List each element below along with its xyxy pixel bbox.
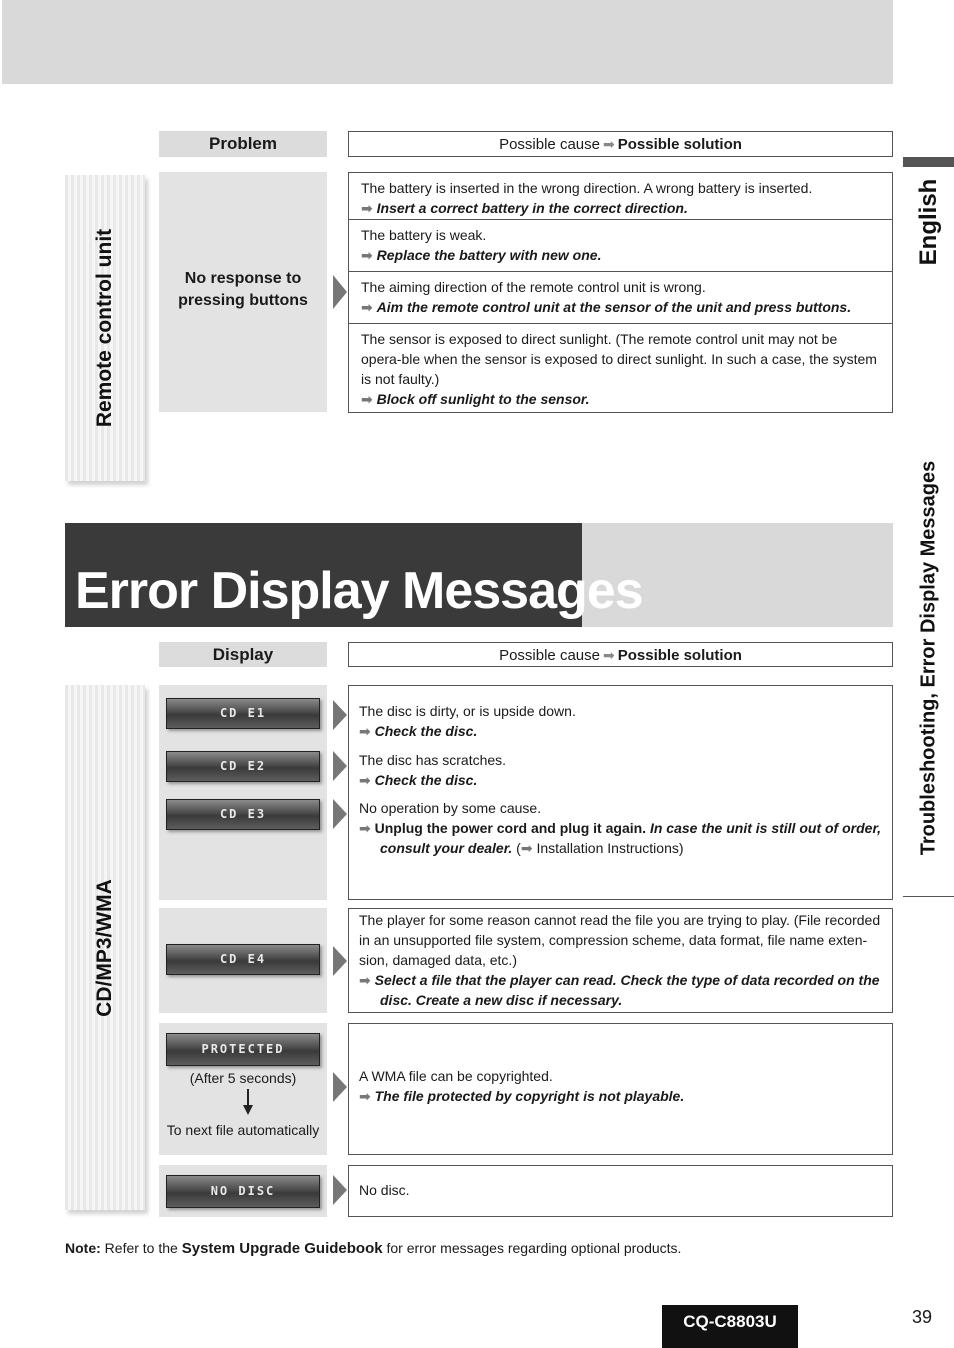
right-arrow-icon: ➡ [520,840,533,856]
solution-text: Replace the battery with new one. [376,247,602,263]
solution-text: Unplug the power cord and plug it again. [374,820,647,836]
problem-cell [159,172,327,412]
lcd-label: PROTECTED [201,1042,285,1056]
header-cause-label: Possible cause [499,136,600,153]
right-arrow-icon: ➡ [361,299,373,315]
down-arrowhead-icon [243,1105,253,1115]
note-label: Note: [65,1240,101,1256]
note-guidebook-text: System Upgrade Guidebook [181,1240,383,1257]
section-tab-remote-label: Remote control unit [93,228,116,428]
header-cause-solution-2 [348,642,893,667]
pointer-arrow-icon [333,946,347,976]
note-pre-text: Refer to the [104,1240,178,1256]
header-solution-label: Possible solution [617,136,742,153]
right-arrow-icon: ➡ [359,972,371,988]
pointer-arrow-icon [333,1072,347,1102]
cause-text: No operation by some cause. [359,800,542,816]
cause-text: The disc is dirty, or is upside down. [359,703,576,719]
remote-solutions-box [348,172,893,413]
cause-text: The sensor is exposed to direct sunlight. (The remote control unit may not be opera-ble when the sensor is exposed to direct sunlight. In such a case, the system is not faulty.) [361,331,877,387]
display-cell-group3 [159,1023,327,1155]
problem-line-1: No response to [184,270,302,287]
header-solution-label: Possible solution [617,647,742,664]
solution-text: Check the disc. [374,723,478,739]
right-arrow-icon: ➡ [359,820,371,836]
cause-text: The battery is inserted in the wrong direction. A wrong battery is inserted. [361,180,813,196]
problem-line-2: pressing buttons [178,292,308,309]
solution-text: Aim the remote control unit at the sensor of the unit and press buttons. [376,299,852,315]
lcd-display-e3 [166,799,320,830]
display-cell-group2 [159,908,327,1013]
model-badge [662,1305,798,1348]
group3-solutions-box [348,1023,893,1155]
sidebar-language-tab [903,157,954,167]
top-band [2,0,893,84]
lcd-display-e1 [166,698,320,729]
header-cause-label: Possible cause [499,647,600,664]
pointer-arrow-icon [333,700,347,730]
list-item: No operation by some cause. ➡ Unplug the power cord and plug it again. In case the unit is still out of order, consult your dealer. (➡ Installation Instructions) [359,800,882,856]
page-title: Error Display Messages [75,562,643,620]
list-item [349,173,892,220]
sidebar-language [903,167,954,277]
sidebar-section-label: Troubleshooting, Error Display Messages [917,460,939,855]
list-item [359,701,882,750]
lcd-label: CD E4 [219,952,267,966]
lcd-display-protected [166,1033,320,1066]
header-problem [159,131,327,157]
solution-text: The file protected by copyright is not playable. [374,1088,685,1104]
pointer-arrow-icon [333,275,347,309]
group2-solutions-box [348,908,893,1013]
model-label: CQ-C8803U [683,1312,777,1331]
header-display-label: Display [212,645,274,664]
lcd-label: CD E2 [219,759,267,773]
sidebar-section [903,420,954,895]
solution-text: Check the disc. [374,772,478,788]
lcd-label: NO DISC [210,1184,276,1198]
solution-text: Insert a correct battery in the correct direction. [376,200,688,216]
footer-note [65,1240,681,1257]
sidebar-divider [903,896,954,897]
reference-text: Installation Instructions [536,840,679,856]
section-tab-cd-label: CD/MP3/WMA [93,878,116,1017]
cause-text: The player for some reason cannot read the file you are trying to play. (File recorded in an unsupported file system, compression scheme, data format, file name exten-sion, damaged data, etc.) [359,912,881,968]
header-display [159,642,327,667]
group4-solutions-box [348,1165,893,1217]
lcd-label: CD E1 [219,706,267,720]
right-arrow-icon: ➡ [359,1088,371,1104]
title-block [65,523,643,627]
pointer-arrow-icon [333,751,347,781]
right-arrow-icon: ➡ [361,200,373,216]
lcd-display-e2 [166,751,320,782]
lcd-display-nodisc [166,1175,320,1208]
note-post-text: for error messages regarding optional products. [386,1240,682,1256]
cause-text: The disc has scratches. [359,752,507,768]
right-arrow-icon: ➡ [602,647,615,663]
list-item [359,750,882,798]
solution-text-italic: In case the unit is still out of order, consult your dealer. [380,820,882,856]
list-item [349,272,892,324]
header-cause-solution [348,131,893,157]
sidebar-language-label: English [914,178,942,266]
display-cell-group1 [159,685,327,900]
header-problem-label: Problem [208,134,278,153]
after-seconds-text: (After 5 seconds) [189,1070,297,1086]
right-arrow-icon: ➡ [602,136,615,152]
right-arrow-icon: ➡ [359,723,371,739]
right-arrow-icon: ➡ [359,772,371,788]
lcd-display-e4 [166,944,320,975]
right-arrow-icon: ➡ [361,247,373,263]
group1-solutions-box [348,685,893,900]
lcd-label: CD E3 [219,807,267,821]
cause-text: The battery is weak. [361,227,487,243]
list-item [349,220,892,272]
pointer-arrow-icon [333,1175,347,1205]
page-number: 39 [912,1307,933,1327]
cause-text: A WMA file can be copyrighted. [359,1068,553,1084]
pointer-arrow-icon [333,799,347,829]
cause-text: The aiming direction of the remote control unit is wrong. [361,279,706,295]
section-tab-cd [65,685,145,1210]
next-file-text: To next file automatically [166,1122,320,1138]
section-tab-remote [65,175,145,481]
cause-text: No disc. [359,1182,410,1198]
solution-text: Block off sunlight to the sensor. [376,391,590,407]
solution-text: Select a file that the player can read. Check the type of data recorded on the disc. Create a new disc if necessary. [374,972,880,1008]
display-cell-group4 [159,1165,327,1217]
list-item [349,324,892,412]
right-arrow-icon: ➡ [361,391,373,407]
